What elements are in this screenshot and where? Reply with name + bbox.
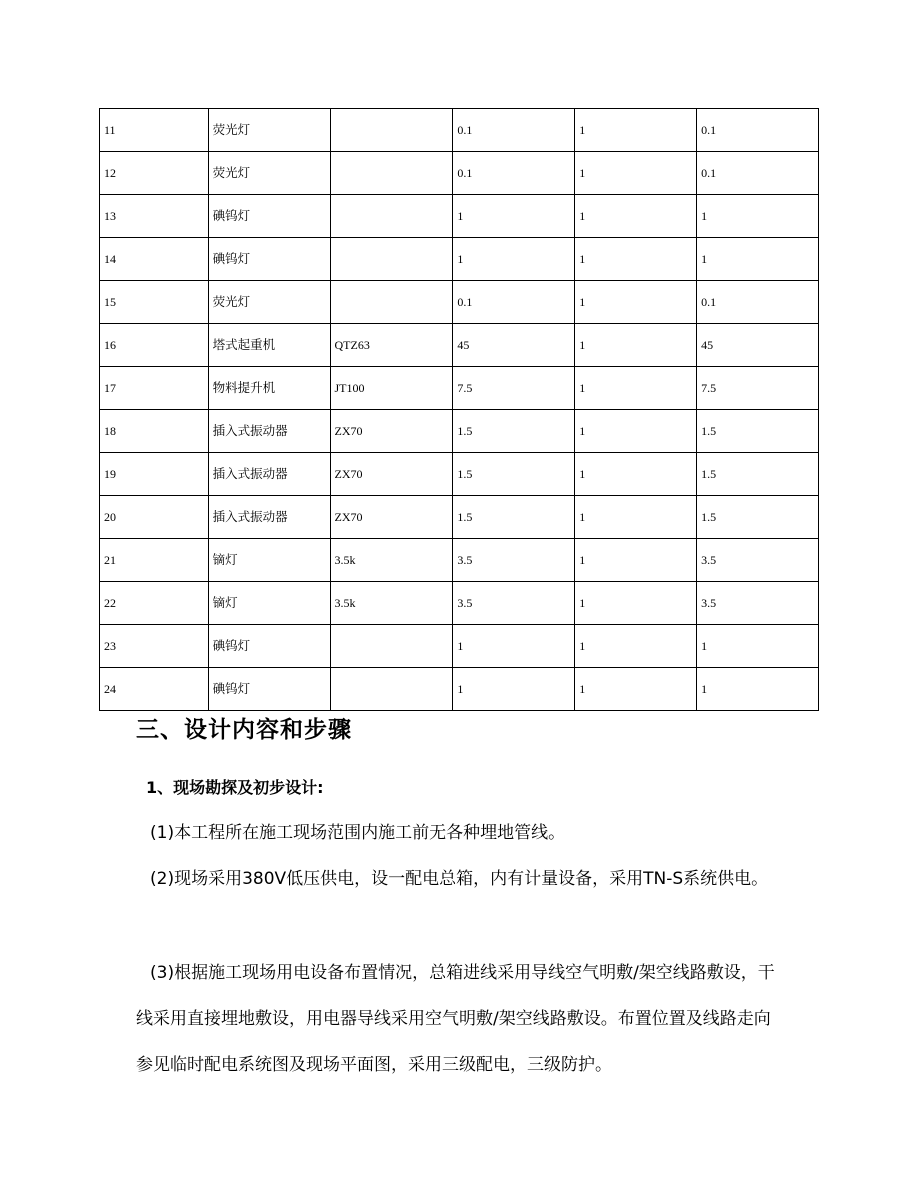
cell-quantity: 1 xyxy=(575,668,697,711)
cell-total-power: 0.1 xyxy=(697,152,819,195)
cell-row-number: 22 xyxy=(100,582,209,625)
cell-quantity: 1 xyxy=(575,109,697,152)
cell-total-power: 1.5 xyxy=(697,496,819,539)
cell-rated-power: 1 xyxy=(453,195,575,238)
table-row xyxy=(100,496,819,539)
cell-model: JT100 xyxy=(330,367,453,410)
cell-rated-power: 1.5 xyxy=(453,496,575,539)
cell-model xyxy=(330,238,453,281)
cell-row-number: 15 xyxy=(100,281,209,324)
cell-equipment-name: 镝灯 xyxy=(208,582,330,625)
cell-total-power: 1.5 xyxy=(697,453,819,496)
cell-total-power: 1 xyxy=(697,625,819,668)
cell-quantity: 1 xyxy=(575,625,697,668)
cell-model xyxy=(330,195,453,238)
cell-rated-power: 0.1 xyxy=(453,281,575,324)
table-row xyxy=(100,324,819,367)
cell-model xyxy=(330,668,453,711)
cell-row-number: 18 xyxy=(100,410,209,453)
cell-rated-power: 7.5 xyxy=(453,367,575,410)
cell-rated-power: 1 xyxy=(453,625,575,668)
cell-model xyxy=(330,625,453,668)
paragraph-1: (1)本工程所在施工现场范围内施工前无各种埋地管线。 xyxy=(150,823,566,843)
cell-total-power: 0.1 xyxy=(697,281,819,324)
cell-row-number: 23 xyxy=(100,625,209,668)
table-row xyxy=(100,109,819,152)
cell-quantity: 1 xyxy=(575,367,697,410)
equipment-table-body xyxy=(100,109,819,711)
cell-quantity: 1 xyxy=(575,453,697,496)
section-heading: 三、设计内容和步骤 xyxy=(136,717,352,743)
cell-row-number: 21 xyxy=(100,539,209,582)
paragraph-3: (3)根据施工现场用电设备布置情况，总箱进线采用导线空气明敷/架空线路敷设，干线采用直接埋地敷设，用电器导线采用空气明敷/架空线路敷设。布置位置及线路走向参见临时配电系统图及现场平面图，采用三级配电，三级防护。 xyxy=(136,963,775,1075)
cell-total-power: 45 xyxy=(697,324,819,367)
cell-quantity: 1 xyxy=(575,539,697,582)
cell-row-number: 16 xyxy=(100,324,209,367)
cell-total-power: 7.5 xyxy=(697,367,819,410)
cell-model: ZX70 xyxy=(330,410,453,453)
cell-equipment-name: 荧光灯 xyxy=(208,152,330,195)
table-row xyxy=(100,195,819,238)
cell-rated-power: 1.5 xyxy=(453,410,575,453)
cell-equipment-name: 插入式振动器 xyxy=(208,453,330,496)
cell-model: ZX70 xyxy=(330,496,453,539)
cell-equipment-name: 碘钨灯 xyxy=(208,195,330,238)
cell-model: 3.5k xyxy=(330,582,453,625)
cell-total-power: 1 xyxy=(697,238,819,281)
cell-total-power: 1 xyxy=(697,668,819,711)
cell-quantity: 1 xyxy=(575,238,697,281)
table-row xyxy=(100,152,819,195)
cell-equipment-name: 碘钨灯 xyxy=(208,625,330,668)
subsection-heading: 1、现场勘探及初步设计: xyxy=(146,778,324,797)
cell-equipment-name: 碘钨灯 xyxy=(208,238,330,281)
cell-rated-power: 1 xyxy=(453,238,575,281)
cell-equipment-name: 碘钨灯 xyxy=(208,668,330,711)
cell-rated-power: 45 xyxy=(453,324,575,367)
equipment-table xyxy=(99,108,819,711)
cell-equipment-name: 镝灯 xyxy=(208,539,330,582)
cell-model xyxy=(330,152,453,195)
cell-equipment-name: 荧光灯 xyxy=(208,109,330,152)
cell-row-number: 11 xyxy=(100,109,209,152)
cell-row-number: 19 xyxy=(100,453,209,496)
cell-row-number: 14 xyxy=(100,238,209,281)
cell-model: QTZ63 xyxy=(330,324,453,367)
cell-rated-power: 3.5 xyxy=(453,582,575,625)
cell-row-number: 17 xyxy=(100,367,209,410)
cell-model xyxy=(330,281,453,324)
cell-rated-power: 0.1 xyxy=(453,109,575,152)
cell-rated-power: 0.1 xyxy=(453,152,575,195)
cell-quantity: 1 xyxy=(575,324,697,367)
cell-total-power: 3.5 xyxy=(697,582,819,625)
cell-quantity: 1 xyxy=(575,195,697,238)
cell-rated-power: 1.5 xyxy=(453,453,575,496)
cell-total-power: 0.1 xyxy=(697,109,819,152)
paragraph-2: (2)现场采用380V低压供电，设一配电总箱，内有计量设备，采用TN-S系统供电。 xyxy=(150,869,769,889)
table-row xyxy=(100,367,819,410)
table-row xyxy=(100,539,819,582)
cell-rated-power: 3.5 xyxy=(453,539,575,582)
cell-quantity: 1 xyxy=(575,582,697,625)
cell-row-number: 24 xyxy=(100,668,209,711)
cell-total-power: 1.5 xyxy=(697,410,819,453)
cell-quantity: 1 xyxy=(575,281,697,324)
cell-equipment-name: 插入式振动器 xyxy=(208,410,330,453)
cell-equipment-name: 插入式振动器 xyxy=(208,496,330,539)
table-row xyxy=(100,410,819,453)
table-row xyxy=(100,625,819,668)
table-row xyxy=(100,582,819,625)
cell-equipment-name: 塔式起重机 xyxy=(208,324,330,367)
cell-equipment-name: 物料提升机 xyxy=(208,367,330,410)
cell-row-number: 12 xyxy=(100,152,209,195)
cell-total-power: 3.5 xyxy=(697,539,819,582)
cell-equipment-name: 荧光灯 xyxy=(208,281,330,324)
cell-model: ZX70 xyxy=(330,453,453,496)
table-row xyxy=(100,668,819,711)
cell-model: 3.5k xyxy=(330,539,453,582)
cell-row-number: 20 xyxy=(100,496,209,539)
table-row xyxy=(100,453,819,496)
table-row xyxy=(100,238,819,281)
cell-quantity: 1 xyxy=(575,152,697,195)
cell-model xyxy=(330,109,453,152)
table-row xyxy=(100,281,819,324)
cell-rated-power: 1 xyxy=(453,668,575,711)
cell-total-power: 1 xyxy=(697,195,819,238)
cell-quantity: 1 xyxy=(575,410,697,453)
cell-row-number: 13 xyxy=(100,195,209,238)
cell-quantity: 1 xyxy=(575,496,697,539)
